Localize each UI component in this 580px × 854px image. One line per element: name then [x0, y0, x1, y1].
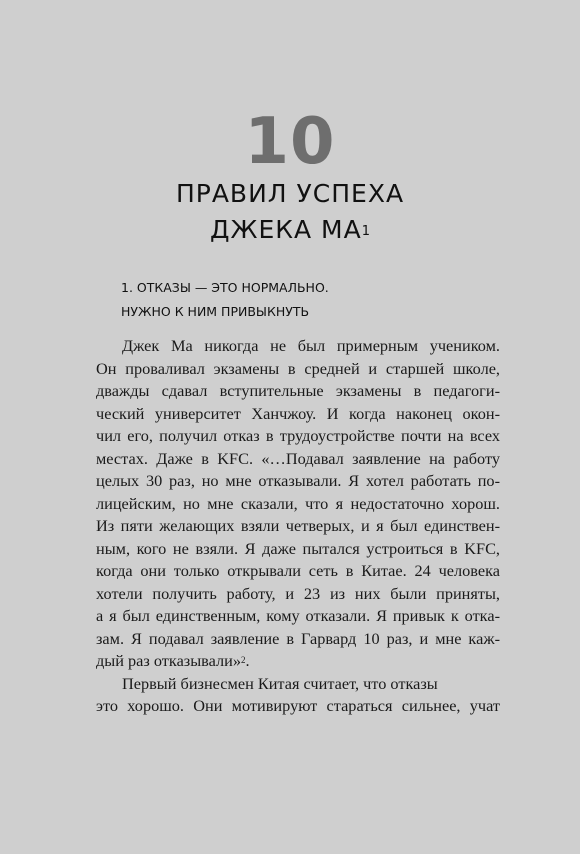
section-heading-line-1: 1. ОТКАЗЫ — ЭТО НОРМАЛЬНО.	[121, 280, 329, 295]
body-line-9: Из пяти желающих взяли четверых, и я был единствен-	[96, 516, 500, 535]
footnote-ref-1[interactable]: 1	[361, 224, 370, 239]
body-line-5: чил его, получил отказ в трудоустройстве почти на всех	[96, 426, 500, 445]
body-line-15: дый раз отказывали»$^2$.	[96, 651, 250, 670]
body-line-13: а я был единственным, кому отказали. Я привык к отка-	[96, 606, 500, 625]
chapter-title-line-2-text: ДЖЕКА МА	[209, 215, 362, 244]
body-line-10: ным, кого не взяли. Я даже пытался устроиться в KFC,	[96, 538, 500, 558]
chapter-number: 10	[244, 105, 336, 179]
footnote-ref-2[interactable]: 2	[241, 655, 246, 665]
section-heading	[121, 276, 521, 324]
body-line-11: когда они только открывали сеть в Китае. 24 человека	[96, 561, 500, 580]
body-line-12: хотели получить работу, и 23 из них были приняты,	[96, 583, 500, 603]
body-line-4: ческий университет Ханчжоу. И когда наконец окон-	[96, 403, 500, 423]
section-heading-line-2: НУЖНО К НИМ ПРИВЫКНУТЬ	[121, 304, 310, 319]
body-line-15-text: дый раз отказывали»	[96, 651, 241, 670]
body-line-6: местах. Даже в KFC. «…Подавал заявление на работу	[96, 448, 500, 468]
chapter-title-line-1: ПРАВИЛ УСПЕХА	[175, 179, 405, 208]
body-line-17: это хорошо. Они мотивируют стараться сильнее, учат	[96, 696, 500, 715]
body-line-16: Первый бизнесмен Китая считает, что отказы	[122, 673, 438, 693]
body-line-7: целых 30 раз, но мне отказывали. Я хотел работать по-	[96, 471, 500, 490]
body-line-1: Джек Ма никогда не был примерным учеником.	[122, 336, 500, 355]
chapter-title	[0, 176, 580, 248]
body-line-2: Он проваливал экзамены в средней и старшей школе,	[96, 358, 500, 378]
body-line-14: зам. Я подавал заявление в Гарвард 10 раз, и мне каж-	[96, 628, 500, 648]
chapter-title-line-2	[0, 212, 580, 248]
body-line-3: дважды сдавал вступительные экзамены в педагоги-	[96, 381, 500, 400]
body-line-8: лицейским, но мне сказали, что я недостаточно хорош.	[96, 493, 500, 513]
body-text	[96, 335, 500, 718]
